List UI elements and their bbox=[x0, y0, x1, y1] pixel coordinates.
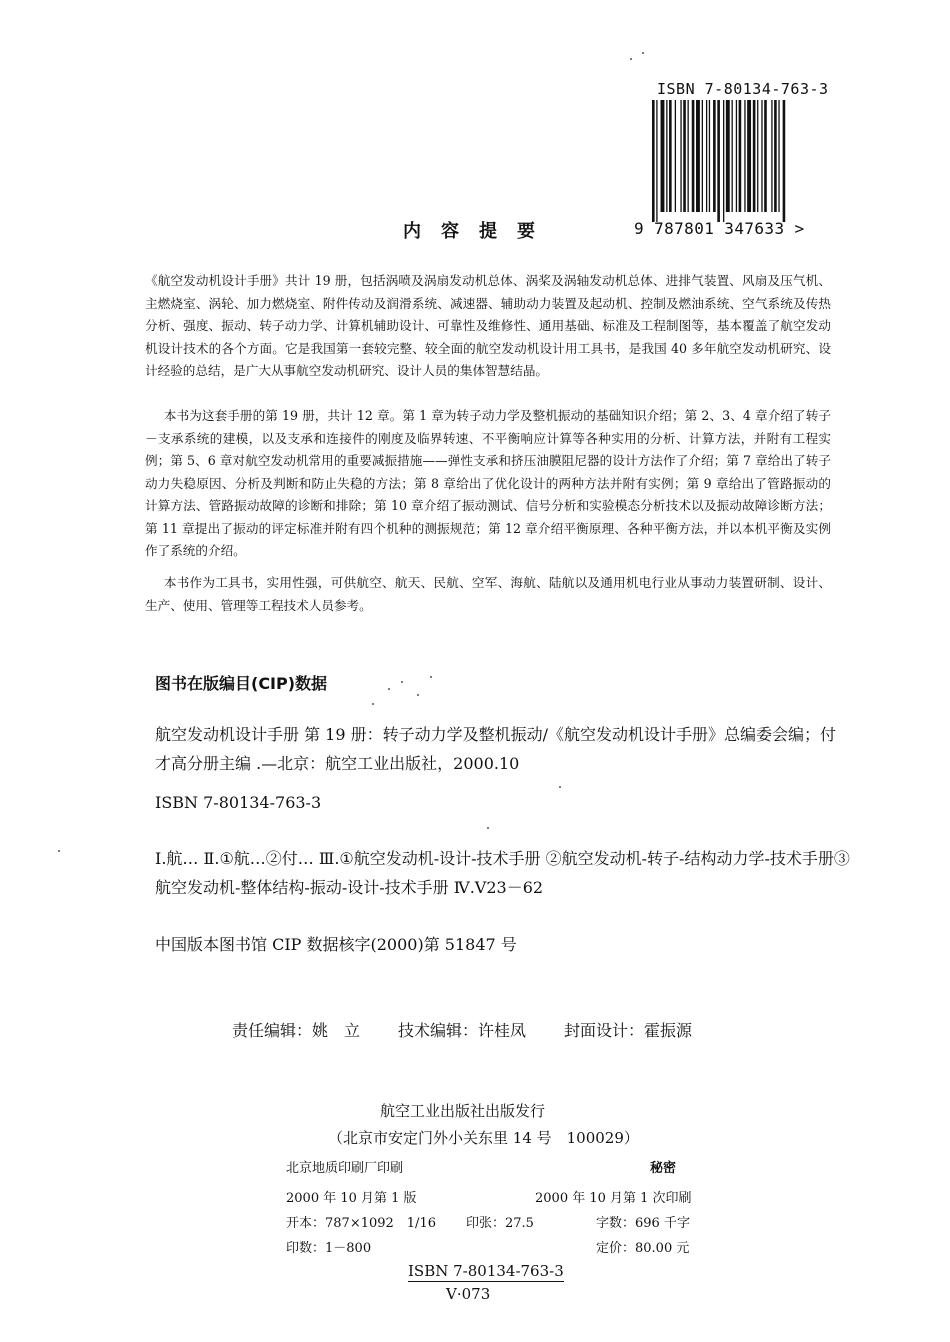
publisher-address: （北京市安定门外小关东里 14 号 100029） bbox=[328, 1129, 639, 1147]
imprint-code: V·073 bbox=[446, 1285, 491, 1303]
classification-mark: 秘密 bbox=[650, 1161, 677, 1176]
imprint-isbn: ISBN 7-80134-763-3 bbox=[408, 1262, 564, 1280]
summary-paragraph-3: 本书作为工具书，实用性强，可供航空、航天、民航、空军、海航、陆航以及通用机电行业从事动力装置研制、设计、生产、使用、管理等工程技术人员参考。 bbox=[145, 575, 831, 613]
technical-editor: 技术编辑：许桂凤 bbox=[398, 1021, 527, 1040]
edition: 2000 年 10 月第 1 版 bbox=[286, 1191, 417, 1206]
printed-sheets: 印张：27.5 bbox=[466, 1216, 534, 1231]
staff-credits bbox=[232, 1018, 692, 1041]
word-count: 字数：696 千字 bbox=[596, 1216, 690, 1231]
cip-check-number: 中国版本图书馆 CIP 数据核字(2000)第 51847 号 bbox=[155, 935, 517, 954]
isbn-barcode bbox=[652, 100, 820, 222]
summary-title: 内容提要 bbox=[403, 221, 555, 242]
cip-entry: 航空发动机设计手册 第 19 册：转子动力学及整机振动/《航空发动机设计手册》总编委会编；付才高分册主编 .—北京：航空工业出版社，2000.10 bbox=[155, 725, 837, 773]
printing: 2000 年 10 月第 1 次印刷 bbox=[535, 1191, 692, 1206]
print-run: 印数：1－800 bbox=[286, 1241, 372, 1256]
summary-paragraph-2: 本书为这套手册的第 19 册，共计 12 章。第 1 章为转子动力学及整机振动的基础知识介绍；第 2、3、4 章介绍了转子－支承系统的建模，以及支承和连接件的刚度及临界转速、不平衡响应计算等各种实用的分析、计算方法，并附有工程实例；第 5、6 章对航空发动机常用的重要减振措施——弹性支承和挤压油膜阻尼器的设计方法作了介绍；第 7 章给出了转子动力失稳原因、分析及判断和防止失稳的方法；第 8 章给出了优化设计的两种方法并附有实例；第 9 章给出了管路振动的计算方法、管路振动故障的诊断和排除；第 10 章介绍了振动测试、信号分析和实验模态分析技术以及振动故障诊断方法；第 11 章提出了振动的评定标准并附有四个机种的测振规范；第 12 章介绍平衡原理、各种平衡方法，并以本机平衡及实例作了系统的介绍。 bbox=[145, 408, 831, 558]
publisher: 航空工业出版社出版发行 bbox=[380, 1102, 546, 1120]
cip-classification: Ⅰ.航… Ⅱ.①航…②付… Ⅲ.①航空发动机-设计-技术手册 ②航空发动机-转子-结构动力学-技术手册③航空发动机-整体结构-振动-设计-技术手册 Ⅳ.V23－62 bbox=[155, 849, 850, 897]
printer: 北京地质印刷厂印刷 bbox=[286, 1161, 404, 1176]
responsible-editor: 责任编辑：姚 立 bbox=[232, 1021, 361, 1040]
book-format: 开本：787×1092 1/16 bbox=[286, 1216, 436, 1231]
cip-heading: 图书在版编目(CIP)数据 bbox=[155, 674, 328, 693]
barcode-isbn-label: ISBN 7-80134-763-3 bbox=[657, 80, 829, 98]
price: 定价：80.00 元 bbox=[596, 1241, 690, 1256]
barcode-digits: 9 787801 347633 > bbox=[634, 219, 805, 238]
cover-designer: 封面设计：霍振源 bbox=[564, 1021, 693, 1040]
summary-paragraph-1: 《航空发动机设计手册》共计 19 册，包括涡喷及涡扇发动机总体、涡桨及涡轴发动机总体、进排气装置、风扇及压气机、主燃烧室、涡轮、加力燃烧室、附件传动及润滑系统、减速器、辅助动力装置及起动机、控制及燃油系统、空气系统及传热分析、强度、振动、转子动力学、计算机辅助设计、可靠性及维修性、通用基础、标准及工程制图等，基本覆盖了航空发动机设计技术的各个方面。它是我国第一套较完整、较全面的航空发动机设计用工具书，是我国 40 多年航空发动机研究、设计经验的总结，是广大从事航空发动机研究、设计人员的集体智慧结晶。 bbox=[145, 273, 831, 378]
cip-isbn: ISBN 7-80134-763-3 bbox=[155, 793, 322, 812]
